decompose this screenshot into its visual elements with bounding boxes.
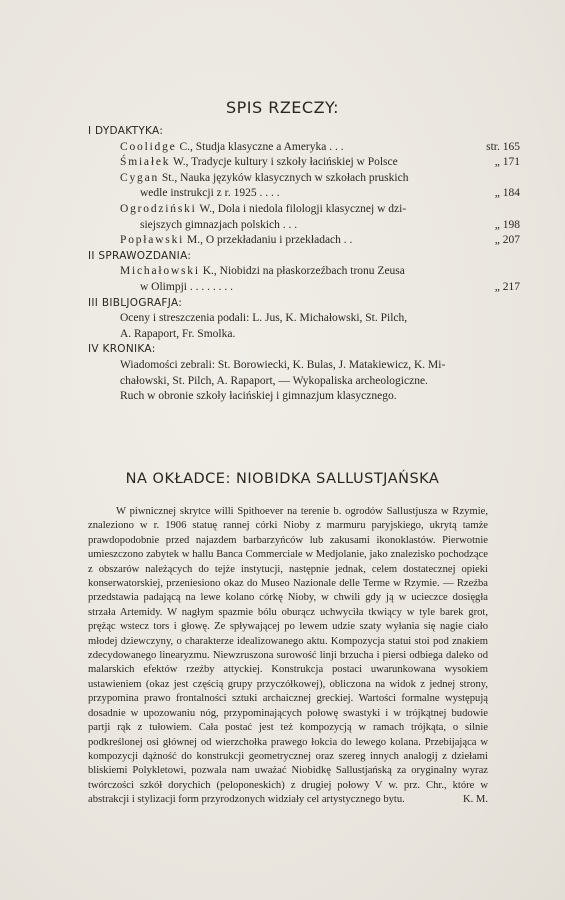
toc-section-heading: IV KRONIKA: (88, 343, 156, 356)
toc-entry-author: Ogrodziński (120, 202, 197, 215)
toc-entry-author: Popławski (120, 234, 185, 247)
toc-entry (88, 218, 528, 234)
toc-entry-title: W., Tradycje kultury i szkoły łacińskiej w Polsce (170, 156, 398, 169)
toc-entry-title: C., Studja klasyczne a Ameryka . . . (176, 140, 344, 153)
toc-section-heading: II SPRAWOZDANIA: (88, 249, 192, 262)
toc-entry-page: „ 198 (494, 218, 520, 231)
toc-entry (88, 140, 528, 156)
toc-entry-title: M., O przekładaniu i przekładach . . (184, 234, 353, 247)
toc-entry-page: „ 171 (494, 156, 520, 169)
toc-entry (88, 264, 528, 280)
toc-entry-title: K., Niobidzi na płaskorzeźbach tronu Zeusa (199, 265, 405, 278)
toc-section-heading: I DYDAKTYKA: (88, 125, 164, 137)
toc-entry (88, 171, 528, 187)
toc-entry-title: w Olimpji . . . . . . . . (140, 280, 233, 293)
toc-entry (88, 186, 528, 202)
table-of-contents (88, 124, 528, 405)
toc-note: chałowski, St. Pilch, A. Rapaport, — Wykopaliska archeologiczne. (120, 374, 428, 387)
toc-note: Oceny i streszczenia podali: L. Jus, K. Michałowski, St. Pilch, (120, 312, 408, 325)
toc-note: Ruch w obronie szkoły łacińskiej i gimnazjum klasycznego. (120, 390, 397, 403)
toc-entry-author: Śmiałek (120, 156, 171, 169)
toc-entry (88, 280, 528, 296)
toc-entry-author: Coolidge (120, 140, 177, 153)
article-signature: K. M. (462, 794, 488, 806)
toc-entry-page: „ 207 (494, 234, 520, 247)
toc-entry-title: St., Nauka języków klasycznych w szkołach pruskich (159, 171, 409, 184)
toc-section-heading: III BIBLJOGRAFJA: (88, 296, 183, 309)
toc-entry-page: „ 184 (494, 187, 520, 200)
article-paragraph: W piwnicznej skrytce willi Spithoever na terenie b. ogrodów Sallustjusza w Rzymie, znaleziono w r. 1906 statuę rannej córki Nioby z marmuru paryjskiego, ukrytą tamże prawdopodobnie przed najazdem barbarzyńców lub zakusami ikonoklastów. Pierwotnie umieszczono zabytek w hallu Banca Commerciale w Medjolanie, jako znalezisko pochodzące z obszarów należących do tejże instytucji, następnie jednak, celem dostatecznej opieki konserwatorskiej, przeniesiono okaz do Museo Nazionale delle Terme w Rzymie. — Rzeźba przedstawia padającą na lewe kolano córkę Nioby, w chwili gdy ją w ucieczce dosięgła strzała Artemidy. W nagłym spazmie bólu oburącz uchwyciła tkwiący w tyle barek grot, prężąc wstecz tors i głowę. Ze spływającej po lewem udzie szaty wyłania się nagie ciało młodej dziewczyny, o charakterze idealizowanego aktu. Kompozycja statui stoi pod znakiem zdecydowanego linearyzmu. Niewzruszona surowość linji brzucha i piersi odbiega daleko od malarskich efektów rzeźby attyckiej. Konstrukcja postaci uwarunkowana wysokiem ustawieniem (okaz jest częścią grupy przyczółkowej), obliczona na widok z jednej strony, przypomina prawo frontalności sztuki archaicznej greckiej. Wartości formalne występują dosadnie w upozowaniu nóg, przypominających połowę swastyki i w trójkątnej budowie partji rąk z tułowiem. Cała postać jest też kompozycją w ramach trójkąta, o silnie podkreślonej osi głównej od wierzchołka prawego łokcia do lewego kolana. Przebijająca w kompozycji dążność do konstrukcji geometrycznej oraz szereg innych analogij z dziełami bliskiemi Polykletowi, pozwala nam uważać Niobidkę Sallustjańską za oryginalny wyraz twórczości szkół dorychich (peloponeskich) z drugiej połowy V w. prz. Chr., które w abstrakcji i stylizacji form przyrodzonych widziały cel artystycznego bytu. (88, 506, 488, 806)
toc-entry-title: W., Dola i niedola filologji klasycznej w dzi- (196, 202, 407, 215)
article-title: NA OKŁADCE: NIOBIDKA SALLUSTJAŃSKA (125, 471, 440, 487)
toc-entry (88, 202, 528, 218)
toc-note: Wiadomości zebrali: St. Borowiecki, K. Bulas, J. Matakiewicz, K. Mi- (120, 358, 446, 371)
toc-entry-author: Michałowski (120, 265, 200, 278)
toc-title: SPIS RZECZY: (225, 98, 340, 117)
toc-entry-page: str. 165 (486, 140, 520, 153)
toc-entry (88, 155, 528, 171)
toc-entry-author: Cygan (120, 171, 160, 184)
toc-entry-title: siejszych gimnazjach polskich . . . (140, 218, 298, 231)
article-body (88, 505, 488, 808)
toc-note: A. Rapaport, Fr. Smolka. (120, 327, 236, 340)
toc-entry (88, 233, 528, 249)
toc-entry-title: wedle instrukcji z r. 1925 . . . . (140, 187, 280, 200)
toc-entry-page: „ 217 (494, 280, 520, 293)
